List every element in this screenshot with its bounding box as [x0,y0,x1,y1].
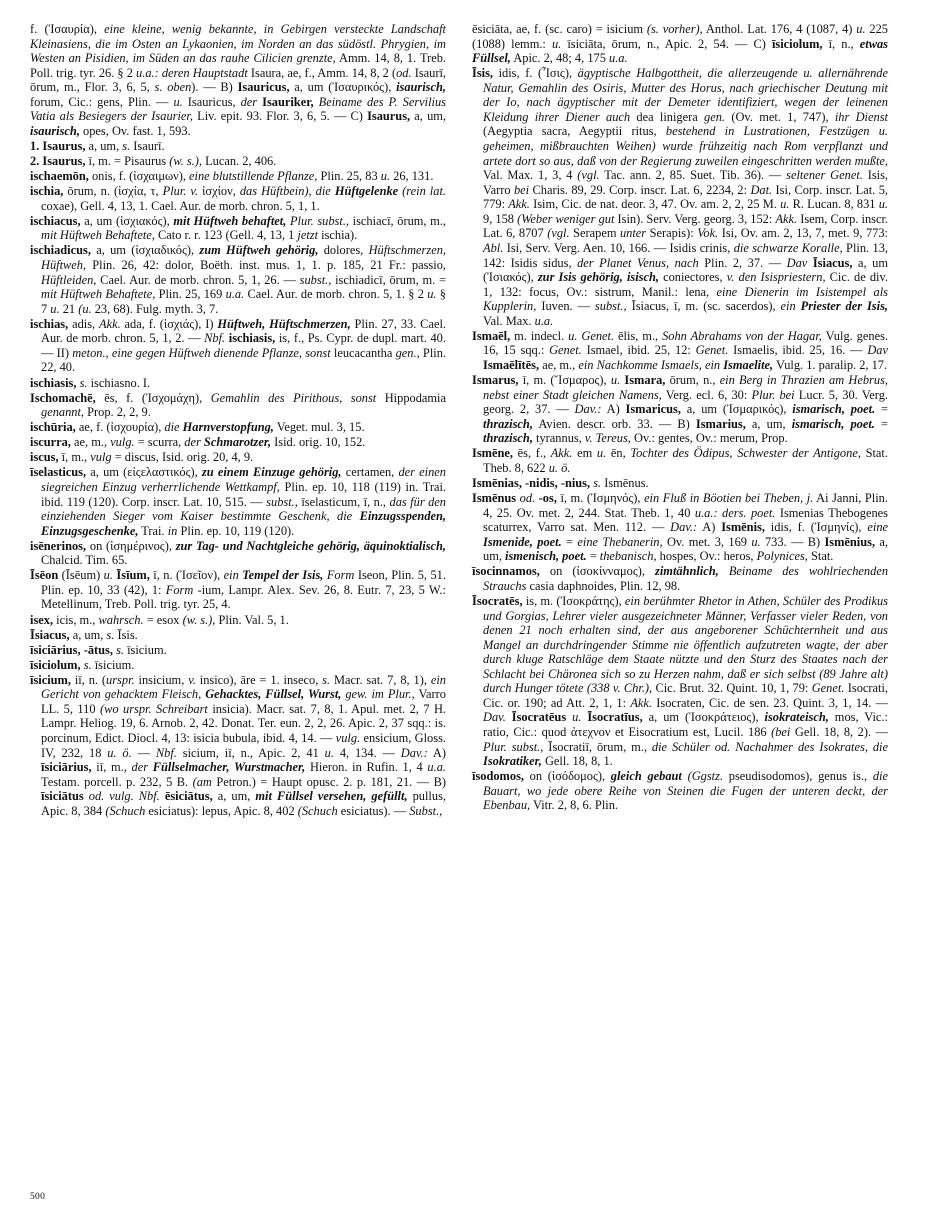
dictionary-entry: ischia, ōrum, n. (ἰσχία, τ, Plur. v. ἰσχίον, das Hüftbein), die Hüftgelenke (rein lat. coxae), Gell. 4, 13, 1. Cael. Aur. de morb. chron. 5, 1, 1. [30,184,446,213]
right-text-column [472,22,888,1180]
dictionary-entry: Īsocratēs, is, m. (Ἰσοκράτης), ein berühmter Rhetor in Athen, Schüler des Prodikus und Gorgias, Lehrer vieler ausgezeichneter Männer, Verfasser vieler Reden, von denen 21 noch erhalten sind, der aus angeborener Schüchternheit und aus Mangel an durchdringender Stimme nie öffentlich aufzutreten wagte, der aber durch kluge Ratschläge dem Staate nützte und den Sturz des Staates nach der Schlacht bei Chäronea sich so zu Herzen nahm, daß er sich selbst (89 Jahre alt) durch Hunger tötete (338 v. Chr.), Cic. Brut. 32. Quint. 10, 1, 79: Genet. Isocrati, Cic. or. 190; ad Att. 2, 1, 1: Akk. Isocraten, Cic. de sen. 23. Quint. 3, 1, 14. — Dav. Īsocratēus u. Īsocratīus, a, um (Ἰσοκράτειος), isokrateisch, mos, Vic.: ratio, Cic.: quod ἀτεχνον et Eisocratium est, Lucil. 186 (bei Gell. 18, 8, 2). — Plur. subst., Īsocratiī, ōrum, m., die Schüler od. Nachahmer des Isokrates, die Isokratiker, Gell. 18, 8, 1. [472,593,889,769]
dictionary-entry: īselasticus, a, um (εἰςελαστικός), zu einem Einzuge gehörig, certamen, der einen siegreichen Einzug verherrlichende Wettkampf, Plin. ep. 10, 118 (119) in. Trai. ibid. 119 (120). Corp. inscr. Lat. 10, 515. — subst., īselasticum, ī, n., das für den einziehenden Sieger vom Kaiser bestimmte Geschenk, die Einzugsspenden, Einzugsgeschenke, Trai. in Plin. ep. 10, 119 (120). [30,465,447,538]
dictionary-entry: ischiadicus, a, um (ἰσχιαδικός), zum Hüftweh gehörig, dolores, Hüftschmerzen, Hüftweh, Plin. 26, 42: dolor, Boëth. inst. mus. 1, 1. p. 185, 21 Fr.: passio, Hüftleiden, Cael. Aur. de morb. chron. 5, 1, 26. — subst., ischiadicī, ōrum, m. = mit Hüftweh Behaftete, Plin. 25, 169 u.a. Cael. Aur. de morb. chron. 5, 1. § 2 u. § 7 u. 21 (u. 23, 68). Fulg. myth. 3, 7. [30,243,446,316]
left-text-column [30,22,446,1180]
dictionary-entry: isex, icis, m., wahrsch. = esox (w. s.), Plin. Val. 5, 1. [30,612,289,627]
dictionary-entry: Īsēon (Īsēum) u. Īsīum, ī, n. (Ἰσεῖον), ein Tempel der Isis, Form Iseon, Plin. 5, 51. Plin. ep. 10, 33 (42), 1: Form -ium, Lampr. Alex. Sev. 26, 8. Eutr. 7, 23, 5 W.: Metellinum, Treb. Poll. trig. tyr. 25, 4. [30,568,446,612]
dictionary-entry: ischūria, ae, f. (ἰσχουρία), die Harnverstopfung, Veget. mul. 3, 15. [30,420,365,435]
dictionary-entry: Ismēnias, -nidis, -nius, s. Ismēnus. [472,475,649,490]
dictionary-entry: Ischomachē, ēs, f. (Ἰσχομάχη), Gemahlin des Pirithous, sonst Hippodamia genannt, Prop. 2, 2, 9. [30,390,446,420]
dictionary-entry: īsiciārius, -ātus, s. īsicium. [30,642,167,657]
dictionary-entry: Ismaēl, m. indecl. u. Genet. ēlis, m., Sohn Abrahams von der Hagar, Vulg. genes. 16, 15 sqq.: Genet. Ismael, ibid. 25, 12: Genet. Ismaelis, ibid. 25, 16. — Dav Ismaēlītēs, ae, m., ein Nachkomme Ismaels, ein Ismaelite, Vulg. 1. paralip. 2, 17. [472,328,889,372]
dictionary-entry: ischiasis, s. ischiasno. I. [30,375,151,390]
dictionary-entry: iscus, ī, m., vulg = discus, Isid. orig. 20, 4, 9. [30,450,254,465]
dictionary-entry: iscurra, ae, m., vulg. = scurra, der Schmarotzer, Isid. orig. 10, 152. [30,435,366,450]
dictionary-entry: īsocinnamos, on (ἰσοκίνναμος), zimtähnlich, Beiname des wohlriechenden Strauchs casia daphnoides, Plin. 12, 98. [472,564,889,593]
dictionary-entry: Īsiacus, a, um, s. Īsis. [30,627,138,642]
dictionary-entry: ēsiciāta, ae, f. (sc. caro) = isicium (s. vorher), Anthol. Lat. 176, 4 (1087, 4) u. 225 (1088) lemm.: u. īsiciāta, ōrum, n., Apic. 2, 54. — C) īsiciolum, ī, n., etwas Füllsel, Apic. 2, 48; 4, 175 u.a. [472,22,888,66]
dictionary-entry: ischias, adis, Akk. ada, f. (ἰσχιάς), I) Hüftweh, Hüftschmerzen, Plin. 27, 33. Cael. Aur. de morb. chron. 5, 1, 2. — Nbf. ischiasis, is, f., Ps. Cypr. de dupl. mart. 40. — II) meton., eine gegen Hüftweh dienende Pflanze, sonst leucacantha gen., Plin. 22, 40. [30,316,446,375]
page-number: 500 [30,1192,46,1202]
dictionary-entry: ischiacus, a, um (ἰσχιακός), mit Hüftweh behaftet, Plur. subst., ischiacī, ōrum, m., mit Hüftweh Behaftete, Cato r. r. 123 (Gell. 4, 13, 1 jetzt ischia). [30,213,446,243]
dictionary-entry: īsicium, iī, n. (urspr. insicium, v. insico), āre = 1. inseco, s. Macr. sat. 7, 8, 1), ein Gericht von gehacktem Fleisch, Gehacktes, Füllsel, Wurst, gew. im Plur., Varro LL. 5, 110 (wo urspr. Schreibart insicia). Macr. sat. 7, 8, 1. Apul. met. 2, 7 H. Lampr. Heliog. 19, 6. Arnob. 2, 42. Donat. Ter. eun. 2, 2, 26. Apic. 2, 37 sqq.: is. porcinum, Edict. Diocl. 4, 13: isicia bubula, ibid. 4, 14. — vulg. ensicium, Gloss. IV, 232, 18 u. ö. — Nbf. sicium, iī, n., Apic. 2, 41 u. 4, 134. — Dav.: A) īsiciārius, iī, m., der Füllselmacher, Wurstmacher, Hieron. in Rufin. 1, 4 u.a. Testam. porcell. p. 232, 5 B. (am Petron.) = Haupt opusc. 2. p. 181, 21. — B) īsiciātus od. vulg. Nbf. ēsiciātus, a, um, mit Füllsel versehen, gefüllt, pullus, Apic. 8, 384 (Schuch esiciatus): lepus, Apic. 8, 402 (Schuch esiciatus). — Subst., [30,672,447,818]
dictionary-entry: Ismarus, ī, m. (Ἴσμαρος), u. Ismara, ōrum, n., ein Berg in Thrazien am Hebrus, nebst einer Stadt gleichen Namens, Verg. ecl. 6, 30: Plur. bei Lucr. 5, 30. Verg. georg. 2, 37. — Dav.: A) Ismaricus, a, um (Ἰσμαρικός), ismarisch, poet. = thrazisch, Avien. descr. orb. 33. — B) Ismarius, a, um, ismarisch, poet. = thrazisch, tyrannus, v. Tereus, Ov.: gentes, Ov.: merum, Prop. [472,373,889,446]
dictionary-entry: Īsis, idis, f. (Ἶσις), ägyptische Halbgottheit, die allerzeugende u. allernährende Natur, Gemahlin des Osiris, Mutter des Horus, nach griechischer Deutung mit der Io, nach ägyptischer mit der Demeter identifiziert, wegen der leinenen Kleidung ihrer Diener auch dea linigera gen. (Ov. met. 1, 747), ihr Dienst (Aegyptia sacra, Aegyptii ritus, bestehend in Lustrationen, Festzügen u. geheimen, mißbrauchten Weihen) wurde frühzeitig nach Rom verpflanzt und artete dort so aus, daß von der Regierung zuweilen eingeschritten werden mußte, Val. Max. 1, 3, 4 (vgl. Tac. ann. 2, 85. Suet. Tib. 36). — seltener Genet. Isis, Varro bei Charis. 89, 29. Corp. inscr. Lat. 6, 2234, 2: Dat. Isi, Corp. inscr. Lat. 5, 779: Akk. Isim, Cic. de nat. deor. 3, 47. Ov. am. 2, 2, 25 M. u. R. Lucan. 8, 831 u. 9, 158 (Weber weniger gut Isin). Serv. Verg. georg. 3, 152: Akk. Isem, Corp. inscr. Lat. 6, 8707 (vgl. Serapem unter Serapis): Vok. Isi, Ov. am. 2, 13, 7, met. 9, 773: Abl. Isi, Serv. Verg. Aen. 10, 166. — Isidis crinis, die schwarze Koralle, Plin. 13, 142: Isidis sidus, der Planet Venus, nach Plin. 2, 37. — Dav Īsiacus, a, um (Ἰσιακός), zur Isis gehörig, isisch, coniectores, v. den Isispriestern, Cic. de div. 1, 132: focus, Ov.: sistrum, Manil.: lena, eine Dienerin im Isistempel als Kupplerin, Iuven. — subst., Īsiacus, ī, m. (sc. sacerdos), ein Priester der Isis, Val. Max. u.a. [472,66,889,328]
dictionary-entry: ischaemōn, onis, f. (ἰσχαιμων), eine blutstillende Pflanze, Plin. 25, 83 u. 26, 131. [30,169,434,184]
dictionary-entry: Ismēne, ēs, f., Akk. em u. ēn, Tochter des Ödipus, Schwester der Antigone, Stat. Theb. 8, 622 u. ö. [472,446,888,475]
dictionary-entry: 1. Isaurus, a, um, s. Isaurī. [30,139,165,153]
dictionary-entry: f. (Ἰσαυρία), eine kleine, wenig bekannte, in Gebirgen versteckte Landschaft Kleinasiens, die im Osten an Lykaonien, im Norden an das südöstl. Phrygien, im Westen an Pisidien, im Süden an das rauhe Cilicien grenzte, Amm. 14, 8, 1. Treb. Poll. trig. tyr. 26. § 2 u.a.: deren Hauptstadt Isaura, ae, f., Amm. 14, 8, 2 (od. Isaurī, ōrum, m., Flor. 3, 6, 5, s. oben). — B) Isauricus, a, um (Ἰσαυρικός), isaurisch, forum, Cic.: gens, Plin. — u. Isauricus, der Isauriker, Beiname des P. Servilius Vatia als Besiegers der Isaurier, Liv. epit. 93. Flor. 3, 6, 5. — C) Isaurus, a, um, isaurisch, opes, Ov. fast. 1, 593. [30,22,447,138]
dictionary-entry: Ismēnus od. -os, ī, m. (Ἰσμηνός), ein Fluß in Böotien bei Theben, j. Ai Janni, Plin. 4, 25. Ov. met. 2, 244. Stat. Theb. 1, 40 u.a.: ders. poet. Ismenias Thebogenes scaturrex, Varro sat. Men. 112. — Dav.: A) Ismēnis, idis, f. (Ἰσμηνίς), eine Ismenide, poet. = eine Thebanerin, Ov. met. 3, 169 u. 733. — B) Ismēnius, a, um, ismenisch, poet. = thebanisch, hospes, Ov.: heros, Polynices, Stat. [472,491,889,564]
two-column-layout [30,22,909,1180]
dictionary-entry: 2. Isaurus, ī, m. = Pisaurus (w. s.), Lucan. 2, 406. [30,154,277,169]
dictionary-entry: isēnerinos, on (ἰσημέρινος), zur Tag- und Nachtgleiche gehörig, äquinoktialisch, Chalcid. Tim. 65. [30,538,447,568]
dictionary-entry: īsiciolum, s. īsicium. [30,657,135,672]
dictionary-entry: īsodomos, on (ἰσόδομος), gleich gebaut (Ggstz. pseudisodomos), genus is., die Bauart, wo jede obere Reihe von Steinen die Fugen der unteren deckt, der Ebenbau, Vitr. 2, 8, 6. Plin. [472,769,888,813]
